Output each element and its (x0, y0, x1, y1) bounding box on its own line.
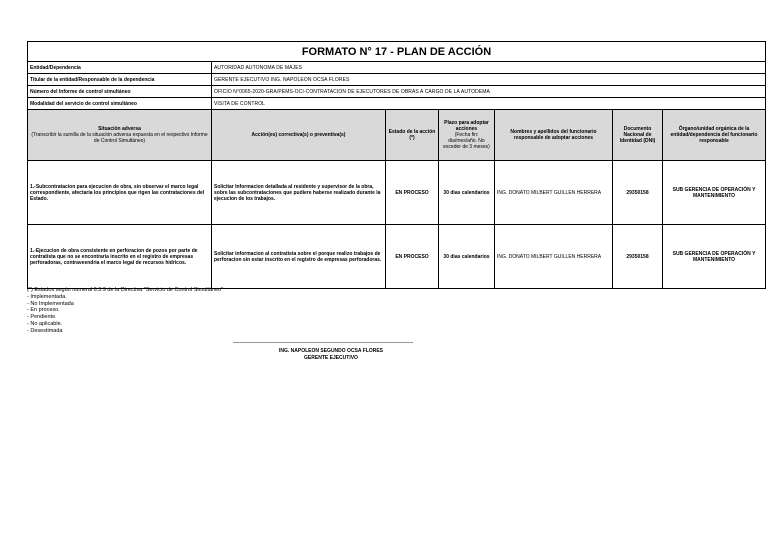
meta-label: Titular de la entidad/Responsable de la dependencia (28, 74, 212, 86)
header-plazo (439, 110, 495, 161)
nombres-cell: ING. DONATO MILBERT GUILLEN HERRERA (495, 225, 613, 289)
meta-label: Modalidad del servicio de control simultáneo (28, 98, 212, 110)
nombres-cell: ING. DONATO MILBERT GUILLEN HERRERA (495, 161, 613, 225)
footnote-line: - No Implementada (27, 300, 74, 307)
signature-role: GERENTE EJECUTIVO (304, 355, 358, 361)
footnote-line: (*) Estados según numeral 6.3.9 de la Directiva "Servicio de Control Simultáneo" (27, 287, 224, 293)
meta-label: Número del Informe de control simultáneo (28, 86, 212, 98)
status-footnotes (27, 287, 223, 335)
signature-block (233, 348, 429, 362)
table-row (28, 161, 766, 225)
meta-row-informe (28, 86, 766, 98)
situacion-cell: 1.-Subcontratacion para ejecucion de obra, sin observar el marco legal correspondiente, afectaria los principios que rigen las contrataciones del Estado. (28, 161, 212, 225)
estado-cell: EN PROCESO (386, 225, 439, 289)
organo-cell: SUB GERENCIA DE OPERACIÓN Y MANTENIMIENTO (663, 225, 766, 289)
footnote-line: - En proceso. (27, 307, 60, 314)
meta-value: OFICIO N°0065-2020-GRA/PEMS-OCI-CONTRATACION DE EJECUTORES DE OBRAS A CARGO DE LA AUTODEMA (212, 86, 766, 98)
accion-cell: Solicitar Informacion detallada al residente y supervisor de la obra, sobre las subcontrataciones que pudiere haberse realizado durante la ejecucion de los trabajos. (212, 161, 386, 225)
header-situacion-sub: (Transcribir la sumilla de la situación adversa expuesta en el respectivo Informe de Control Simultáneo) (31, 132, 208, 144)
organo-cell: SUB GERENCIA DE OPERACIÓN Y MANTENIMIENTO (663, 161, 766, 225)
footnote-line: - No aplicable. (27, 320, 63, 327)
header-dni: Documento Nacional de Identidad (DNI) (613, 110, 663, 161)
situacion-cell: 1.-Ejecucion de obra consistente en perforacion de pozos por parte de contratista que no se encontraria inscrito en el registro de empresas perforadoras, contraveendria el marco legal de recursos hidricos. (28, 225, 212, 289)
accion-cell: Solicitar informacion al contratista sobre el porque realizo trabajos de perforacion sin estar inscrito en el registro de empresas perforadoras. (212, 225, 386, 289)
header-plazo-sub: (Fecha fin: dia/mes/año. No exceder de 3 meses) (443, 132, 490, 150)
meta-value: VISITA DE CONTROL (212, 98, 766, 110)
plazo-cell: 30 dias calendarios (439, 161, 495, 225)
header-organo: Órgano/unidad orgánica de la entidad/dependencia del funcionario responsable (663, 110, 766, 161)
page-title: FORMATO N° 17 - PLAN DE ACCIÓN (28, 42, 766, 62)
signature-line (233, 342, 413, 343)
header-plazo-title: Plazo para adoptar acciones (444, 120, 489, 132)
header-situacion (28, 110, 212, 161)
header-situacion-title: Situación adversa (98, 126, 141, 132)
signature-name: ING. NAPOLEON SEGUNDO OCSA FLORES (279, 348, 383, 354)
column-header-row (28, 110, 766, 161)
meta-row-modalidad (28, 98, 766, 110)
action-plan-table (27, 41, 766, 289)
dni-cell: 29350158 (613, 161, 663, 225)
dni-cell: 29350158 (613, 225, 663, 289)
header-estado: Estado de la acción (*) (386, 110, 439, 161)
meta-value: GERENTE EJECUTIVO ING. NAPOLEON OCSA FLORES (212, 74, 766, 86)
footnote-line: - Implementada. (27, 293, 67, 300)
footnote-line: - Pendiente. (27, 314, 57, 321)
header-accion: Acción(es) correctiva(s) o preventiva(s) (212, 110, 386, 161)
meta-label: Entidad/Dependencia (28, 62, 212, 74)
plazo-cell: 30 dias calendarios (439, 225, 495, 289)
estado-cell: EN PROCESO (386, 161, 439, 225)
footnote-line: - Desestimada (27, 327, 63, 334)
table-row (28, 225, 766, 289)
meta-value: AUTORIDAD AUTONOMA DE MAJES (212, 62, 766, 74)
header-nombres: Nombres y apellidos del funcionario responsable de adoptar acciones (495, 110, 613, 161)
meta-row-entidad (28, 62, 766, 74)
meta-row-titular (28, 74, 766, 86)
